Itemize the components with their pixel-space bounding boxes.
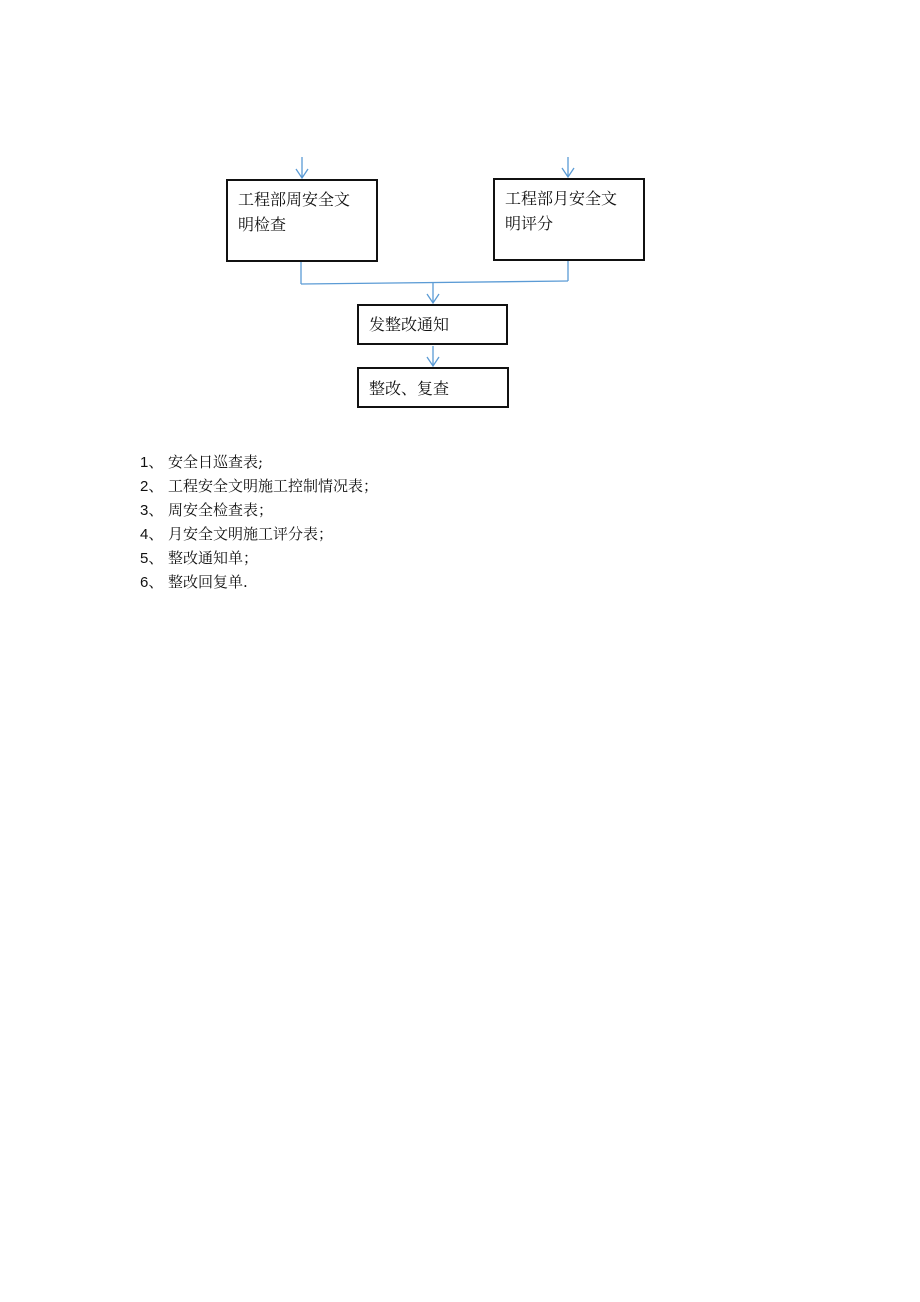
monthly-rating-label-line1: 工程部月安全文 [505,189,618,208]
issue-notice-label: 发整改通知 [369,315,450,334]
arrow-into-issue-notice [427,283,439,303]
monthly-rating-label-line2: 明评分 [505,214,554,233]
arrow-into-monthly-rating [562,157,574,177]
list-item [140,570,378,594]
list-item [140,546,378,570]
connector-merge [301,281,568,284]
list-item-text: 周安全检查表； [168,501,274,519]
list-item [140,522,378,546]
monthly-safety-rating-box [493,178,645,261]
rectify-recheck-label: 整改、复查 [369,379,450,398]
document-list [140,450,378,594]
arrow-into-weekly-check [296,157,308,178]
list-item-text: 安全日巡查表; [168,453,264,471]
arrow-into-rectify-recheck [427,346,439,366]
list-item-number: 2、 [140,478,164,495]
list-item-text: 工程安全文明施工控制情况表； [168,477,379,495]
weekly-check-label-line2: 明检查 [238,215,287,234]
weekly-check-label-line1: 工程部周安全文 [238,190,351,209]
issue-rectification-notice-box [357,304,508,345]
list-item [140,498,378,522]
weekly-safety-check-box [226,179,378,262]
rectify-and-recheck-box [357,367,509,408]
list-item-text: 整改回复单. [168,573,248,591]
list-item-number: 6、 [140,574,164,591]
list-item-number: 4、 [140,526,164,543]
list-item-text: 整改通知单； [168,549,259,567]
list-item-number: 3、 [140,502,164,519]
list-item [140,450,378,474]
list-item-number: 1、 [140,454,164,471]
list-item-number: 5、 [140,550,164,567]
list-item [140,474,378,498]
list-item-text: 月安全文明施工评分表； [168,525,334,543]
